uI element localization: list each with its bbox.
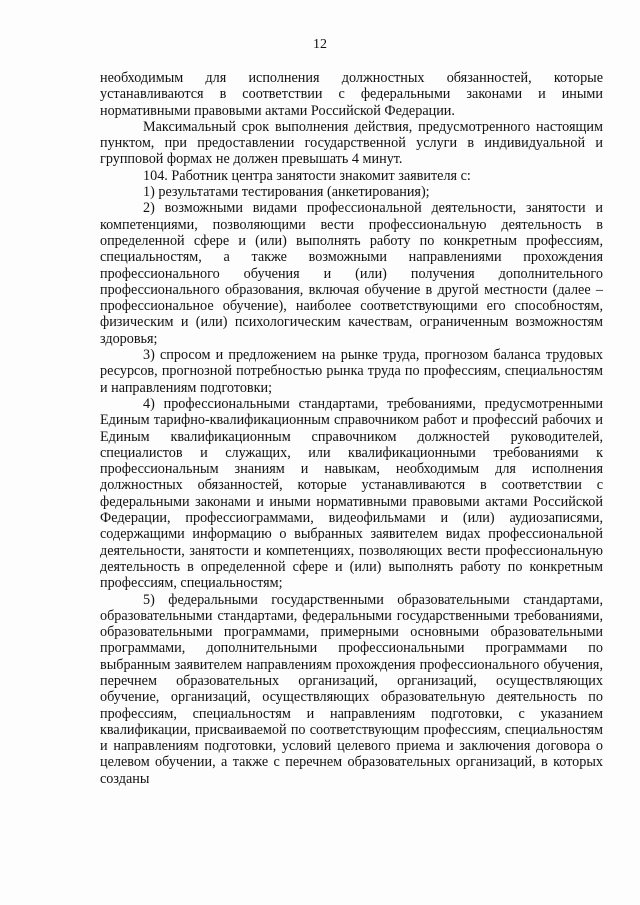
list-item-2: 2) возможными видами профессиональной деятельности, занятости и компетенциями, позволяющими вести профессиональную деятельность в определенной сфере и (или) выполнять работу по конкретным профессиям, специальностям, а также возможными направлениями прохождения профессионального обучения и (или) получения дополнительного профессионального образования, включая обучение в другой местности (далее – профессиональное обучение), наиболее соответствующими его способностям, физическим и (или) психологическим качествам, ограниченным возможностям здоровья; — [100, 200, 603, 347]
list-item-1: 1) результатами тестирования (анкетирования); — [143, 184, 430, 201]
page-number: 12 — [313, 37, 327, 52]
list-item-4: 4) профессиональными стандартами, требованиями, предусмотренными Единым тарифно-квалификационным справочником работ и профессий рабочих и Единым квалификационным справочником должностей руководителей, специалистов и служащих, или квалификационными требованиями к профессиональным знаниям и навыкам, необходимым для исполнения должностных обязанностей, которые устанавливаются в соответствии с федеральными законами и иными нормативными правовыми актами Российской Федерации, профессиограммами, видеофильмами и (или) аудиозаписями, содержащими информацию о выбранных заявителем видах профессиональной деятельности, занятости и компетенциях, позволяющих вести профессиональную деятельность в определенной сфере и (или) выполнять работу по конкретным профессиям, специальностям; — [100, 395, 603, 592]
paragraph-continuation: необходимым для исполнения должностных обязанностей, которые устанавливаются в соответствии с федеральными законами и иными нормативными правовыми актами Российской Федерации. — [100, 70, 603, 119]
document-body — [100, 70, 603, 787]
list-item-3: 3) спросом и предложением на рынке труда, прогнозом баланса трудовых ресурсов, прогнозной потребностью рынка труда по профессиям, специальностям и направлениям подготовки; — [100, 347, 603, 396]
list-item-5: 5) федеральными государственными образовательными стандартами, образовательными стандартами, федеральными государственными требованиями, образовательными программами, примерными основными образовательными программами, дополнительными профессиональными программами по выбранным заявителем направлениям прохождения профессионального обучения, перечнем образовательных организаций, организаций, осуществляющих обучение, организаций, осуществляющих образовательную деятельность по профессиям, специальностям и направлениям подготовки, с указанием квалификации, присваиваемой по соответствующим профессиям, специальностям и направлениям подготовки, условий целевого приема и заключения договора о целевом обучении, а также с перечнем образовательных организаций, в которых созданы — [100, 591, 603, 787]
paragraph-max-time: Максимальный срок выполнения действия, предусмотренного настоящим пунктом, при предоставлении государственной услуги в индивидуальной и групповой формах не должен превышать 4 минут. — [100, 118, 603, 168]
paragraph-clause-104: 104. Работник центра занятости знакомит заявителя с: — [143, 167, 471, 184]
